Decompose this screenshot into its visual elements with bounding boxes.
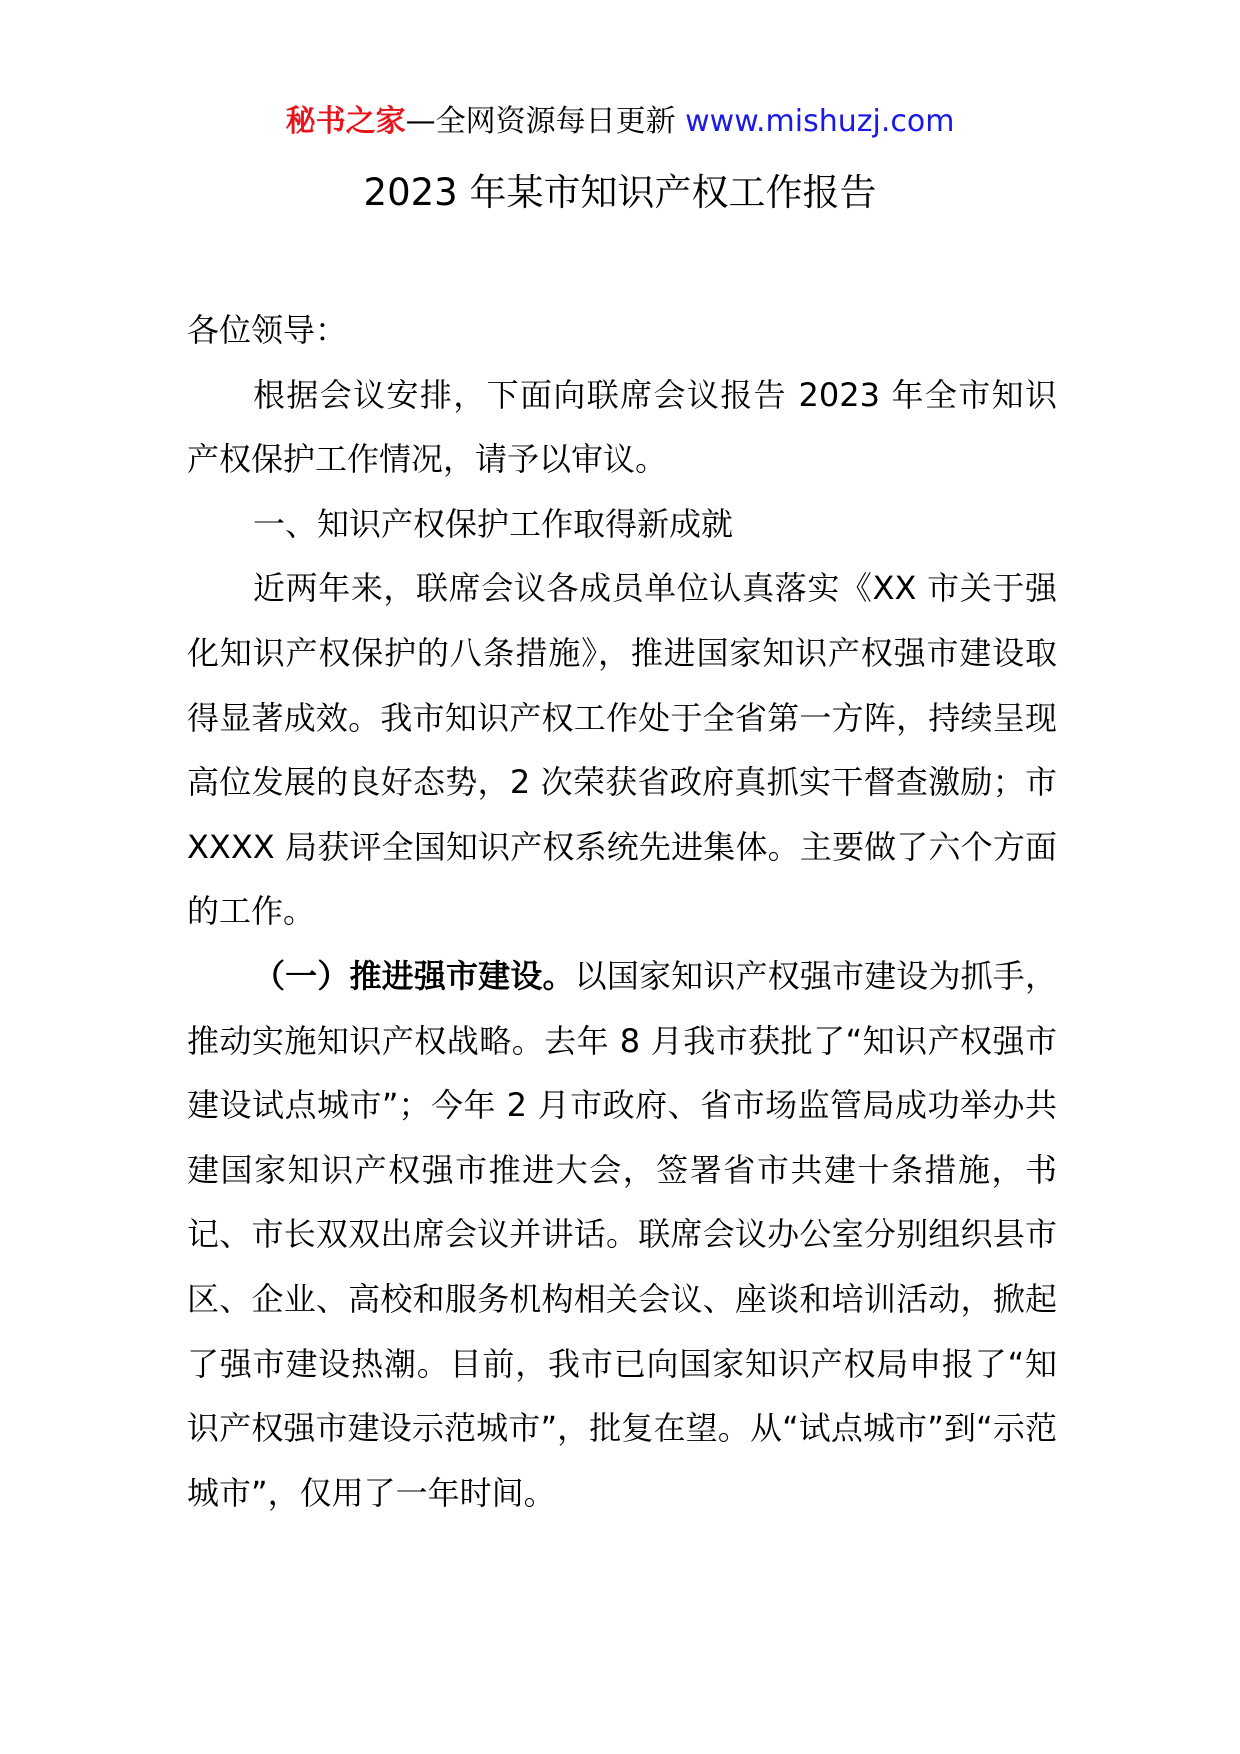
site-banner [0, 100, 1240, 144]
banner-tagline: —全网资源每日更新 [405, 104, 686, 139]
brand-name: 秘书之家 [285, 104, 406, 139]
salutation: 各位领导： [187, 311, 348, 349]
section-heading: 一、知识产权保护工作取得新成就 [253, 504, 734, 543]
subsection-text: 以国家知识产权强市建设为抓手，推动实施知识产权战略。去年 8 月我市获批了“知识产权强市建设试点城市”；今年 2 月市政府、省市场监管局成功举办共建国家知识产权强市推进大会，签署省市共建十条措施，书记、市长双双出席会议并讲话。联席会议办公室分别组织县市区、企业、高校和服务机构相关会议、座谈和培训活动，掀起了强市建设热潮。目前，我市已向国家知识产权局申报了“知识产权强市建设示范城市”，批复在望。从“试点城市”到“示范城市”，仅用了一年时间。 [187, 956, 1057, 1512]
site-url: www.mishuzj.com [685, 104, 955, 139]
subsection-paragraph [187, 944, 1057, 1525]
subsection-heading: （一）推进强市建设。 [253, 956, 575, 995]
section-paragraph: 近两年来，联席会议各成员单位认真落实《XX 市关于强化知识产权保护的八条措施》，推进国家知识产权强市建设取得显著成效。我市知识产权工作处于全省第一方阵，持续呈现高位发展的良好态势，2 次荣获省政府真抓实干督查激励；市 XXXX 局获评全国知识产权系统先进集体。主要做了六个方面的工作。 [187, 569, 1057, 931]
document-body [187, 298, 1057, 1525]
document-title: 2023 年某市知识产权工作报告 [363, 171, 877, 214]
intro-paragraph: 根据会议安排，下面向联席会议报告 2023 年全市知识产权保护工作情况，请予以审议。 [187, 375, 1057, 479]
